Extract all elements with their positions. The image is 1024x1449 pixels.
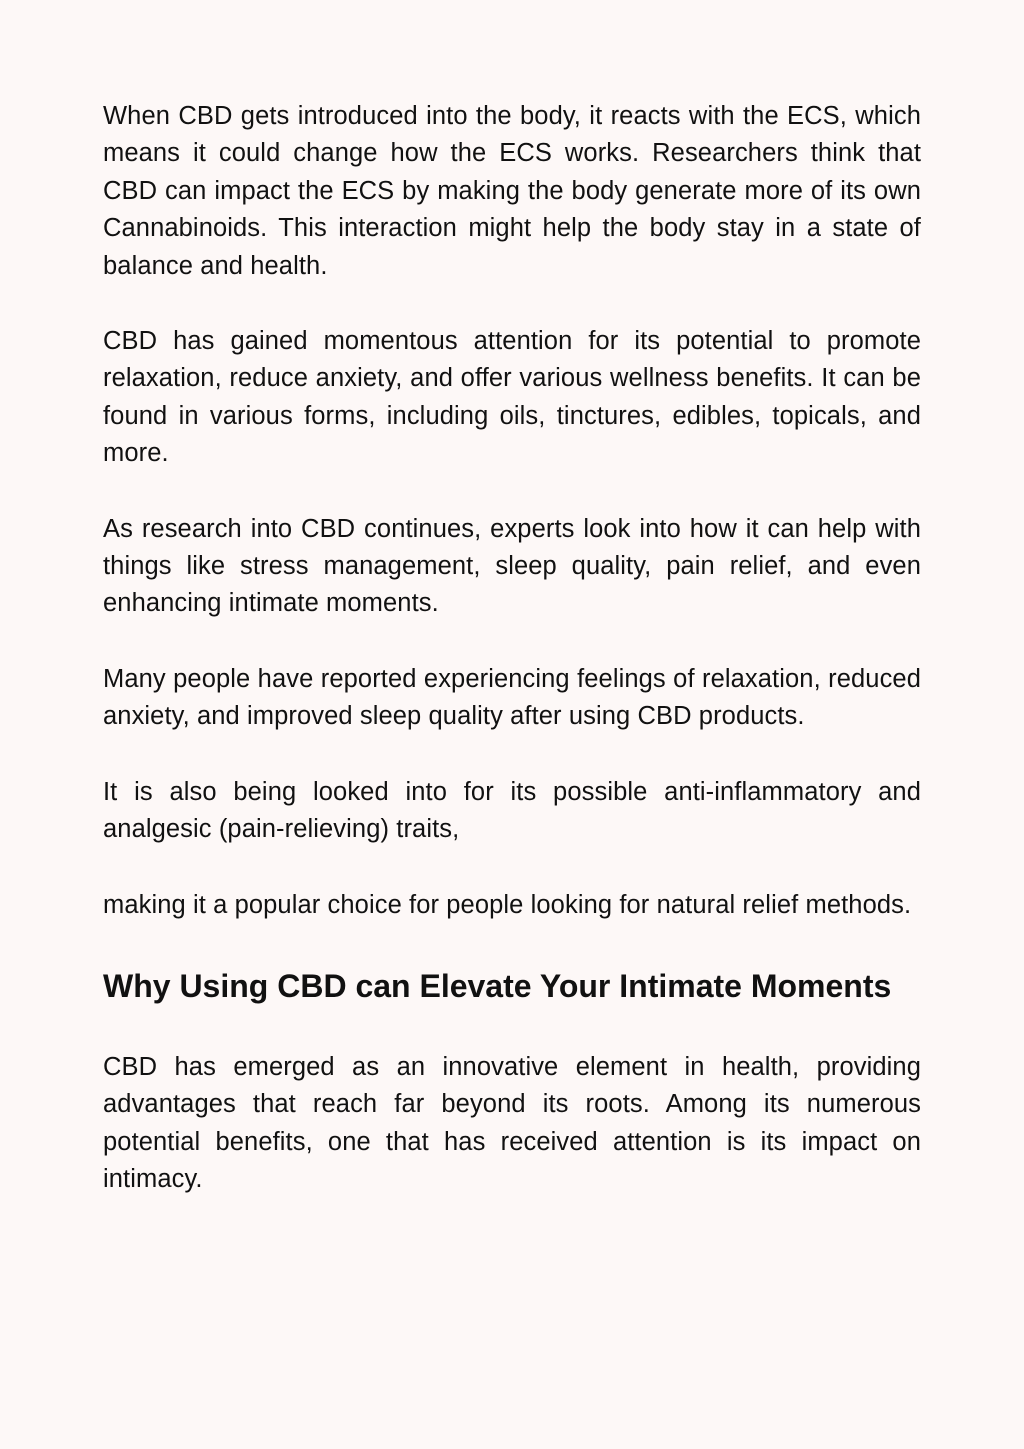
- paragraph-intimacy: CBD has emerged as an innovative element in health, providing advantages that reach far beyond its roots. Among its numerous potential benefits, one that has received attention is its impact on intimacy.: [103, 1052, 921, 1194]
- paragraph-cbd-attention: CBD has gained momentous attention for its potential to promote relaxation, reduce anxiety, and offer various wellness benefits. It can be found in various forms, including oils, tinctures, edibles, topicals, and more.: [103, 327, 921, 468]
- document-page: [103, 98, 921, 1237]
- paragraph-cbd-research: As research into CBD continues, experts look into how it can help with things like stress management, sleep quality, pain relief, and even enhancing intimate moments.: [103, 514, 921, 618]
- section-heading: Why Using CBD can Elevate Your Intimate Moments: [103, 967, 892, 1004]
- paragraph-reported-effects: Many people have reported experiencing feelings of relaxation, reduced anxiety, and improved sleep quality after using CBD products.: [103, 664, 921, 731]
- paragraph-natural-relief: making it a popular choice for people looking for natural relief methods.: [103, 890, 912, 919]
- paragraph-anti-inflammatory: It is also being looked into for its possible anti-inflammatory and analgesic (pain-relieving) traits,: [103, 777, 921, 844]
- paragraph-cbd-ecs: When CBD gets introduced into the body, it reacts with the ECS, which means it could change how the ECS works. Researchers think that CBD can impact the ECS by making the body generate more of its own Cannabinoids. This interaction might help the body stay in a state of balance and health.: [103, 102, 921, 280]
